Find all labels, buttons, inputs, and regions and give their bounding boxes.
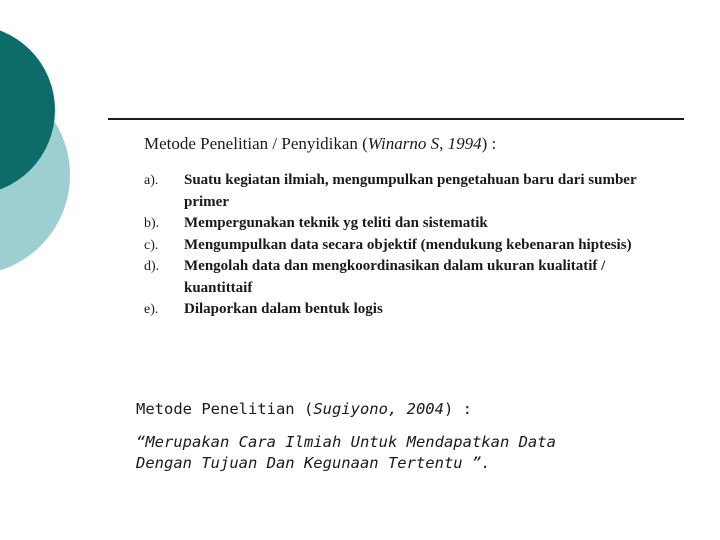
list-item (144, 170, 644, 213)
list-item (144, 299, 644, 321)
section1-title-prefix: Metode Penelitian / Penyidikan ( (144, 134, 368, 153)
section2-title-suffix: ) : (443, 400, 472, 418)
section2-title-prefix: Metode Penelitian ( (136, 400, 314, 418)
list-marker: e). (144, 302, 159, 317)
list-item-text: Dilaporkan dalam bentuk logis (184, 301, 383, 317)
list-marker: a). (144, 173, 159, 188)
list-item-text: Mempergunakan teknik yg teliti dan sistematik (184, 215, 488, 231)
section1-title-suffix: ) : (481, 134, 497, 153)
list-item (144, 256, 644, 299)
list-item (144, 213, 644, 235)
section2-heading (136, 400, 472, 418)
quote-line: Dengan Tujuan Dan Kegunaan Tertentu ”. (136, 454, 491, 472)
list-marker: b). (144, 216, 160, 231)
list-marker: d). (144, 259, 160, 274)
definition-quote (136, 432, 696, 474)
decorative-circles (0, 0, 80, 300)
list-item-text: Mengumpulkan data secara objektif (mendukung kebenaran hiptesis) (184, 236, 632, 253)
list-item (144, 235, 644, 257)
definition-list (144, 170, 644, 321)
list-marker: c). (144, 237, 159, 253)
list-item-text: Suatu kegiatan ilmiah, mengumpulkan pengetahuan baru dari sumber primer (184, 172, 637, 210)
section1-heading (144, 134, 496, 154)
list-item-text: Mengolah data dan mengkoordinasikan dalam ukuran kualitatif / kuantittaif (184, 258, 606, 296)
section2-title-author: Sugiyono, 2004 (313, 400, 444, 418)
section1-title-author: Winarno S, 1994 (367, 134, 482, 153)
horizontal-rule (108, 118, 684, 120)
quote-line: “Merupakan Cara Ilmiah Untuk Mendapatkan Data (136, 433, 556, 451)
